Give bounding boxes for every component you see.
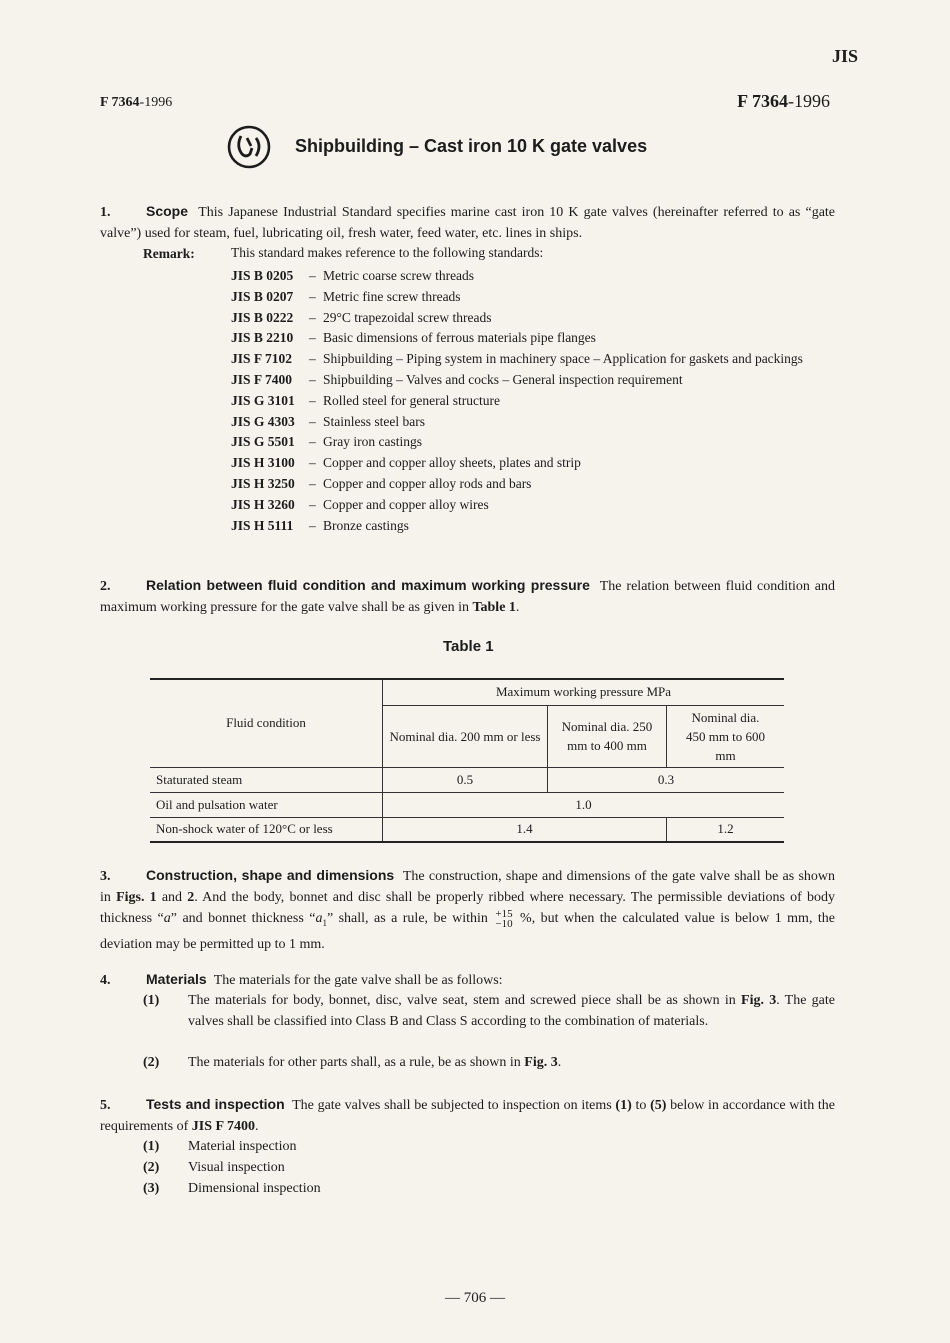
table-caption: Table 1 — [443, 638, 494, 655]
reference-code: JIS H 3250 — [231, 475, 295, 491]
header-dia-200: Nominal dia. 200 mm or less — [383, 705, 548, 767]
reference-item — [231, 391, 835, 412]
reference-title: Basic dimensions of ferrous materials pipe flanges — [323, 330, 596, 346]
reference-code: JIS H 3100 — [231, 455, 295, 471]
reference-dash: – — [309, 496, 316, 512]
reference-dash: – — [309, 434, 316, 450]
cell-value: 0.5 — [383, 767, 548, 792]
header-max-pressure: Maximum working pressure MPa — [383, 679, 785, 705]
reference-item — [231, 453, 835, 474]
reference-title: Shipbuilding – Valves and cocks – General inspection requirement — [323, 371, 683, 387]
row-fluid: Oil and pulsation water — [150, 792, 383, 817]
reference-title: Copper and copper alloy rods and bars — [323, 475, 532, 491]
reference-item — [231, 266, 835, 287]
section-scope: 1. Scope This Japanese Industrial Standard specifies marine cast iron 10 K gate valves (hereinafter referred to as “gate valve”) used for steam, fuel, lubricating oil, fresh water, feed water, etc. lines in ships. — [100, 203, 836, 241]
cell-value: 1.4 — [383, 817, 667, 842]
reference-dash: – — [309, 309, 316, 325]
reference-dash: – — [309, 517, 316, 533]
reference-title: Copper and copper alloy sheets, plates and strip — [323, 455, 581, 471]
reference-title: 29°C trapezoidal screw threads — [323, 309, 492, 325]
reference-dash: – — [309, 330, 316, 346]
reference-code: JIS B 0207 — [231, 288, 294, 304]
reference-title: Metric coarse screw threads — [323, 268, 475, 283]
reference-item — [231, 516, 835, 537]
reference-item — [231, 349, 835, 370]
header-dia-250-400: Nominal dia. 250 mm to 400 mm — [548, 705, 667, 767]
reference-item — [231, 308, 835, 329]
reference-item — [231, 328, 835, 349]
jis-mark: JIS — [831, 46, 858, 66]
section-construction: 3. Construction, shape and dimensions The construction, shape and dimensions of the gate valve shall be as shown in Figs. 1 and 2. And the body, bonnet and disc shall be properly ribbed where necessary. The permissible deviations of body thickness “a” and bonnet thickness “$a_1$” shall, as a rule, be within +15 −10 %, but when the calculated value is below 1 mm, the deviation may be permitted up to 1 mm. — [100, 867, 836, 952]
row-fluid: Non-shock water of 120°C or less — [150, 817, 383, 842]
reference-dash: – — [309, 455, 316, 471]
reference-title: Shipbuilding – Piping system in machinery space – Application for gaskets and packings — [323, 351, 803, 367]
reference-code: JIS H 5111 — [231, 517, 294, 533]
reference-code: JIS B 2210 — [231, 330, 294, 346]
reference-title: Metric fine screw threads — [323, 288, 461, 304]
reference-dash: – — [309, 268, 316, 283]
pressure-table — [150, 678, 784, 843]
header-fluid-condition: Fluid condition — [150, 679, 383, 767]
reference-item — [231, 412, 835, 433]
reference-title: Stainless steel bars — [323, 413, 425, 429]
header-right-code: F 7364-1996 — [737, 91, 830, 111]
cell-value: 1.0 — [383, 792, 785, 817]
reference-item — [231, 432, 835, 453]
reference-code: JIS G 3101 — [231, 392, 295, 408]
section-tests: 5. Tests and inspection The gate valves shall be subjected to inspection on items (1) to (5) below in accordance with the requirements of JIS F 7400. — [100, 1096, 836, 1134]
header-dia-450-600: Nominal dia. 450 mm to 600 mm — [667, 705, 785, 767]
section-relation: 2. Relation between fluid condition and maximum working pressure The relation between fluid condition and maximum working pressure for the gate valve shall be as given in Table 1. — [100, 577, 835, 615]
page-title: Shipbuilding – Cast iron 10 K gate valves — [295, 136, 648, 156]
cell-value: 0.3 — [548, 767, 785, 792]
reference-code: JIS F 7400 — [231, 371, 293, 387]
reference-item — [231, 495, 835, 516]
list-item: (1) The materials for body, bonnet, disc, valve seat, stem and screwed piece shall be as shown in Fig. 3. The gate valves shall be classified into Class B and Class S according to the combination of materials. — [143, 993, 835, 1029]
reference-code: JIS B 0205 — [231, 268, 294, 283]
reference-code: JIS H 3260 — [231, 496, 295, 512]
reference-title: Bronze castings — [323, 517, 409, 533]
reference-item — [231, 287, 835, 308]
reference-title: Gray iron castings — [323, 434, 422, 450]
reference-title: Copper and copper alloy wires — [323, 496, 489, 512]
section-materials: 4. Materials The materials for the gate valve shall be as follows: — [100, 971, 503, 988]
reference-item — [231, 370, 835, 391]
remark-intro: This standard makes reference to the following standards: — [231, 245, 544, 260]
reference-code: JIS G 5501 — [231, 434, 295, 450]
reference-dash: – — [309, 475, 316, 491]
reference-dash: – — [309, 392, 316, 408]
reference-item — [231, 474, 835, 495]
reference-dash: – — [309, 413, 316, 429]
header-left-code: F 7364-1996 — [100, 95, 173, 110]
list-item: (1) Material inspection — [143, 1139, 297, 1154]
cell-value: 1.2 — [667, 817, 785, 842]
list-item: (2) The materials for other parts shall, as a rule, be as shown in Fig. 3. — [143, 1055, 562, 1070]
reference-code: JIS B 0222 — [231, 309, 294, 325]
reference-dash: – — [309, 351, 316, 367]
reference-dash: – — [309, 371, 316, 387]
reference-list — [231, 266, 835, 536]
reference-code: JIS G 4303 — [231, 413, 295, 429]
reference-title: Rolled steel for general structure — [323, 392, 500, 408]
jis-logo-icon — [226, 124, 272, 170]
page-number: — 706 — — [445, 1290, 505, 1306]
remark-label: Remark: — [143, 246, 195, 261]
row-fluid: Staturated steam — [150, 767, 383, 792]
tolerance: +15 −10 — [495, 907, 513, 930]
list-item: (3) Dimensional inspection — [143, 1181, 321, 1196]
reference-dash: – — [309, 288, 316, 304]
list-item: (2) Visual inspection — [143, 1160, 285, 1175]
reference-code: JIS F 7102 — [231, 351, 293, 367]
